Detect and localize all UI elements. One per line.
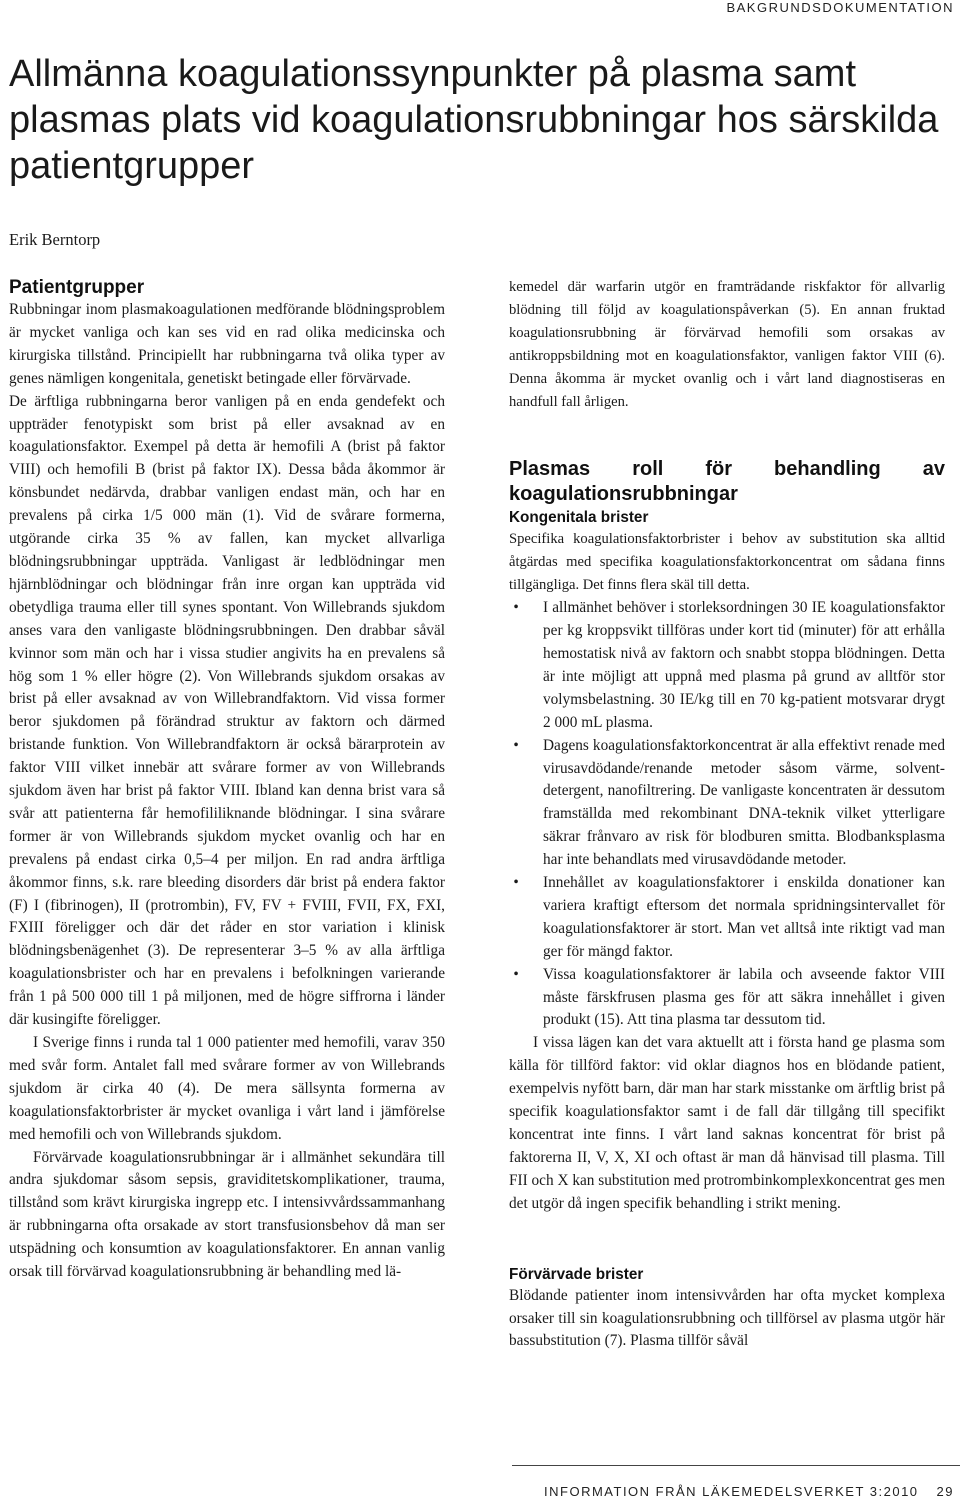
paragraph: Specifika koagulationsfaktorbrister i behov av substitution ska alltid åtgärdas med specifika koagulationsfaktorkoncentrat om sådana finns tillgängliga. Det finns flera skäl till detta. bbox=[509, 531, 945, 594]
list-item bbox=[509, 872, 945, 964]
author-name: Erik Berntorp bbox=[9, 230, 101, 249]
bullet-list bbox=[509, 597, 945, 1032]
heading-plasmas-roll: Plasmas roll för behandling av koagulationsrubbningar bbox=[509, 458, 945, 506]
paragraph: I Sverige finns i runda tal 1 000 patienter med hemofili, varav 350 med svår form. Antalet fall med svårare former av von Willebrands sjukdom är cirka 40 (4). De mera sällsynta formerna av koagulationsfaktorbrister är mycket ovanliga i vårt land i jämförelse med hemofili och von Willebrands sjukdom. bbox=[9, 1034, 445, 1143]
paragraph: I vissa lägen kan det vara aktuellt att i första hand ge plasma som källa för tillförd faktor: vid oklar diagnos hos en blödande patient, exempelvis nyfött barn, där man har stark misstanke om ärftlig brist på specifik koagulationsfaktor samt i de fall där tillgång till specifikt koncentrat inte finns. I vårt land saknas koncentrat för brist på faktorerna II, V, X, XI och oftast är man då hänvisad till plasma. Till FII och X kan substitution med protrombinkomplexkoncentrat ges men det utgör då ingen specifik behandling i strikt mening. bbox=[509, 1034, 945, 1212]
paragraph: kemedel där warfarin utgör en framträdande riskfaktor för allvarlig blödning till följd av koagulationspåverkan (5). En annan fruktad koagulationsrubbning är förvärvad hemofili som orsakas av antikroppsbildning mot en koagulationsfaktor, vanligen faktor VIII (6). Denna åkomma är mycket ovanlig och i vårt land diagnostiseras en handfull fall årligen. bbox=[509, 279, 945, 410]
list-item-text: Innehållet av koagulationsfaktorer i enskilda donationer kan variera kraftigt eftersom det normala spridningsintervallet för koagulationsfaktorer är stort. Man vet alltså inte riktigt vad man ger för mängd faktor. bbox=[543, 874, 945, 960]
right-column bbox=[509, 276, 945, 1353]
paragraph: De ärftliga rubbningarna beror vanligen på en enda gendefekt och uppträder fenotypiskt som brist på eller avsaknad av en koagulationsfaktor. Exempel på detta är hemofili A (brist på faktor VIII) och hemofili B (brist på faktor IX). Dessa båda åkommor är könsbundet nedärvda, drabbar vanligen endast män, och har en prevalens på cirka 1/5 000 män (1). Vid de svårare formerna, utgörande cirka 35 % av fallen, kan mycket allvarliga blödningsrubbningar uppträda. Vanligast är ledblödningar men hjärnblödningar och blödningar från inre organ kan uppträda vid obetydliga trauma eller till synes spontant. Von Willebrands sjukdom anses vara den vanligaste blödningsrubbningen. Den drabbar såväl kvinnor som män och har i vissa studier angivits ha en prevalens så hög som 1 % eller högre (2). Von Willebrands sjukdom orsakas av brist på eller avsaknad av von Willebrandfaktorn. Vid vissa former beror sjukdomen på förändrad struktur av faktorn och därmed bristande funktion. Von Willebrandfaktorn är också bärarprotein av faktor VIII vilket innebär att svårare former av von Willebrands sjukdom även har brist på faktor VIII. Ibland kan denna brist vara så svår att patienterna får hemofililiknande blödningar. I sina svårare former är von Willebrands sjukdom mycket ovanlig och har en prevalens på endast cirka 0,5–4 per miljon. En rad andra ärftliga åkommor finns, s.k. rare bleeding disorders där brist på endera faktor (F) I (fibrinogen), II (protrombin), FV, FV + FVIII, FVII, FX, FXI, FXIII föreligger och där det råder en stor variation i klinisk blödningsbenägenhet (3). De representerar 3–5 % av alla ärftliga koagulationsbrister och har en prevalens i befolkningen varierande från 1 på 500 000 till 1 på miljonen, med de högre siffrorna i länder där kusingifte föreligger. bbox=[9, 392, 445, 1029]
list-item-text: I allmänhet behöver i storleksordningen 30 IE koagulationsfaktor per kg kroppsvikt tillföras under kort tid (minuter) för att erhålla hemostatisk nivå av faktorn och snabbt stoppa blödningen. Detta är inte möjligt att uppnå med plasma på grund av alltför stor volymsbelastning. 30 IE/kg till en 70 kg-patient motsvarar drygt 2 000 mL plasma. bbox=[543, 599, 945, 731]
subheading-forvarvade: Förvärvade brister bbox=[509, 1265, 644, 1283]
paragraph: Förvärvade koagulationsrubbningar är i allmänhet sekundära till andra sjukdomar såsom sepsis, graviditetskomplikationer, trauma, tillstånd som krävt kirurgiska ingrepp etc. I intensivvårdssammanhang är rubbningarna ofta orsakade av stort transfusionsbehov då man ser utspädning och konsumtion av koagulationsfaktorer. En annan vanlig orsak till förvärvad koagulationsrubbning är behandling med lä- bbox=[9, 1148, 445, 1281]
paragraph: Blödande patienter inom intensivvården har ofta mycket komplexa orsaker till sin koagulationsrubbning och tillförsel av plasma utgör här bassubstitution (7). Plasma tillför såväl bbox=[509, 1286, 945, 1350]
heading-patientgrupper: Patientgrupper bbox=[9, 277, 145, 298]
bullet-icon: • bbox=[513, 874, 519, 892]
page-number: 29 bbox=[936, 1484, 954, 1499]
article-title: Allmänna koagulationssynpunkter på plasma samt plasmas plats vid koagulationsrubbningar hos särskilda patientgrupper bbox=[9, 53, 939, 187]
bullet-icon: • bbox=[513, 965, 519, 983]
list-item-text: Dagens koagulationsfaktorkoncentrat är alla effektivt renade med virusavdödande/renande metoder såsom värme, solvent-detergent, nanofiltrering. De vanligaste koncentraten är dessutom framställda med rekombinant DNA-teknik vilket ytterligare säkrar frånvaro av risk för blodburen smitta. Blodbanksplasma har inte behandlats med virusavdödande metoder. bbox=[543, 736, 945, 869]
bullet-icon: • bbox=[513, 736, 519, 754]
publication-name: INFORMATION FRÅN LÄKEMEDELSVERKET 3:2010 bbox=[544, 1484, 919, 1499]
subheading-kongenitala: Kongenitala brister bbox=[509, 509, 649, 527]
left-column bbox=[9, 276, 445, 1284]
list-item bbox=[509, 597, 945, 734]
section-label: BAKGRUNDSDOKUMENTATION bbox=[726, 0, 954, 15]
list-item bbox=[509, 964, 945, 1033]
list-item-text: Vissa koagulationsfaktorer är labila och avseende faktor VIII måste färskfrusen plasma ges för att säkra innehållet i given produkt (15). Att tina plasma tar dessutom tid. bbox=[543, 965, 945, 1029]
list-item bbox=[509, 735, 945, 872]
paragraph: Rubbningar inom plasmakoagulationen medförande blödningsproblem är mycket vanliga och kan ses vid en rad olika medicinska och kirurgiska tillstånd. Principiellt har rubbningarna två olika typer av genes nämligen kongenitala, genetiskt betingade eller förvärvade. bbox=[9, 301, 445, 387]
footer-divider bbox=[512, 1465, 960, 1466]
bullet-icon: • bbox=[513, 599, 519, 617]
page-footer bbox=[544, 1484, 954, 1499]
